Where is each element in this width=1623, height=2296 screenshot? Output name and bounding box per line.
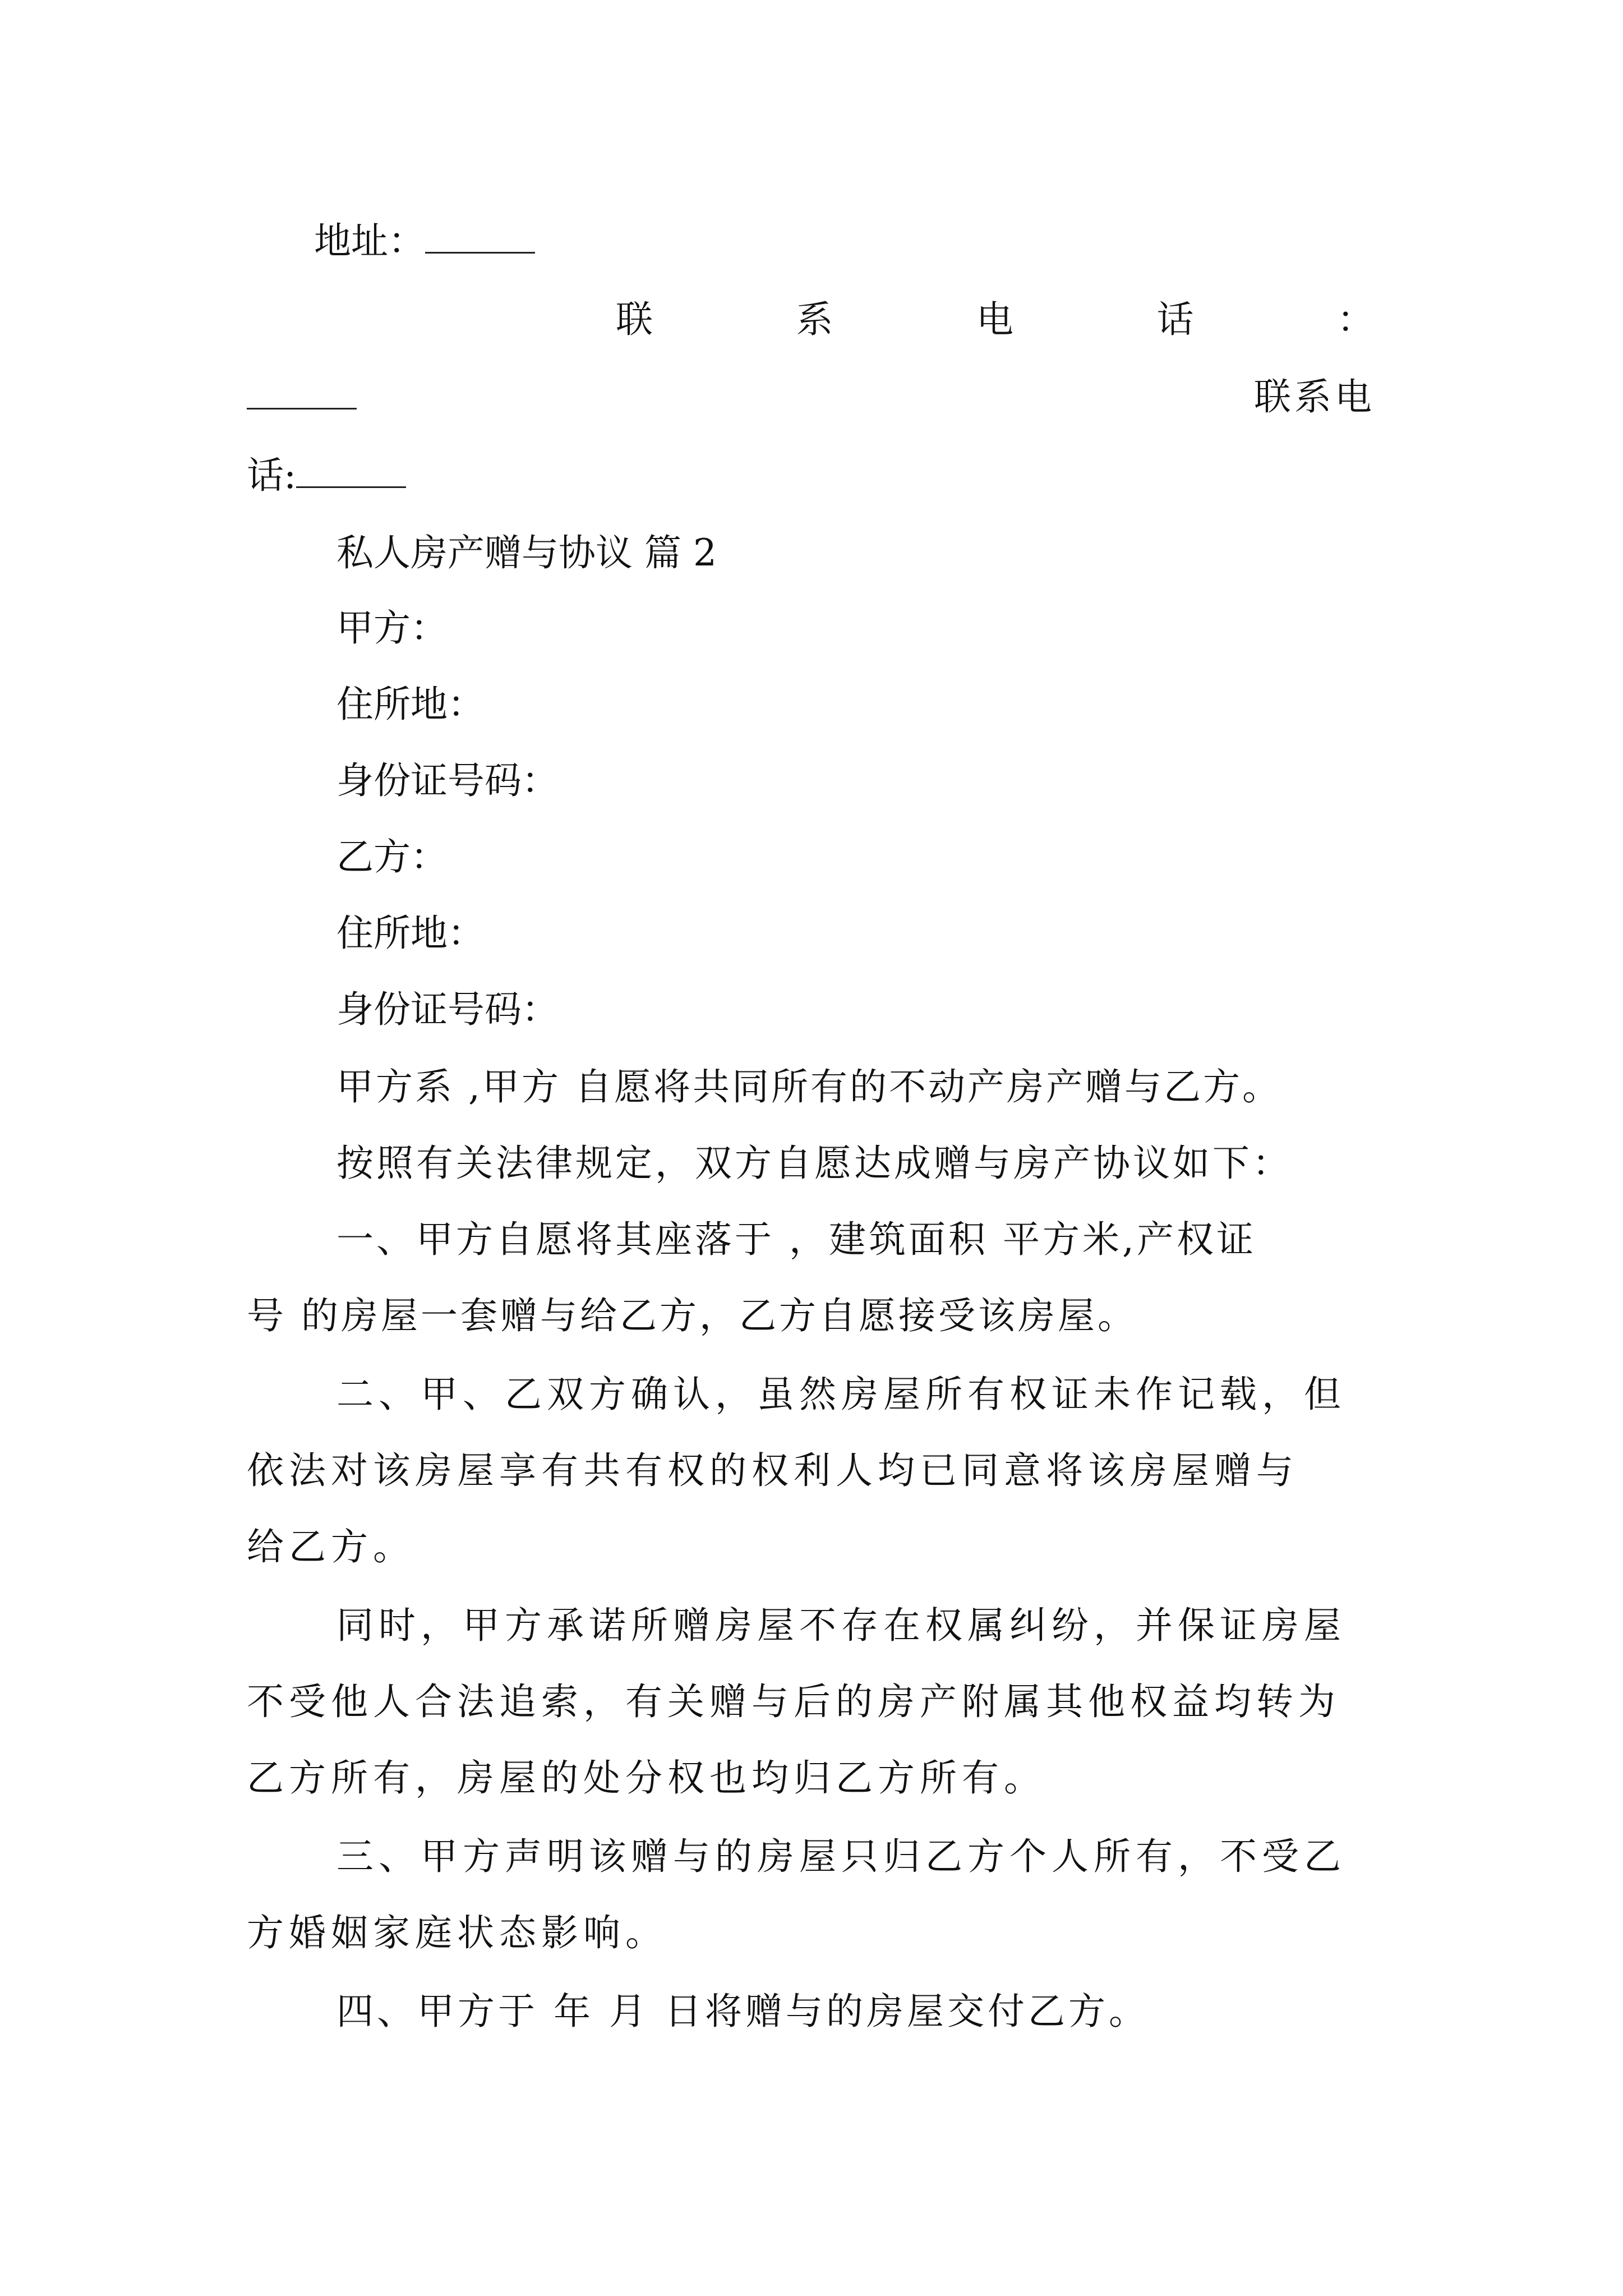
clause-2-text-3: 给乙方。 [247, 1525, 415, 1568]
phone-heading-char: 系 [796, 298, 833, 341]
clause-2b-text-1: 同时，甲方承诺所赠房屋不存在权属纠纷，并保证房屋 [336, 1604, 1346, 1647]
clause-2-line-1 [336, 1372, 1346, 1417]
party-a-id-line [336, 758, 559, 803]
party-b-residence-line [336, 911, 485, 956]
address-label: 地址： [314, 219, 425, 263]
phone-blank-2[interactable] [296, 454, 406, 488]
clause-3-text-1: 三、甲方声明该赠与的房屋只归乙方个人所有，不受乙 [336, 1835, 1346, 1878]
clause-3-line-1 [336, 1834, 1346, 1879]
statement-1-text: 甲方系 ,甲方 自愿将共同所有的不动产房产赠与乙方。 [336, 1065, 1281, 1108]
party-b-residence-label: 住所地： [336, 912, 485, 955]
clause-3-text-2: 方婚姻家庭状态影响。 [247, 1911, 667, 1954]
party-b-label: 乙方： [336, 835, 448, 878]
clause-1-line-1 [336, 1217, 1256, 1262]
article-title-text: 私人房产赠与协议 篇 2 [336, 531, 717, 574]
party-b-line [336, 835, 448, 880]
phone-heading-char: ： [1337, 298, 1374, 341]
phone-left-label: 话: [247, 454, 297, 497]
clause-2b-text-3: 乙方所有，房屋的处分权也均归乙方所有。 [247, 1756, 1046, 1800]
clause-4-text-1: 四、甲方于 年 月 日将赠与的房屋交付乙方。 [336, 1990, 1149, 2033]
clause-4-line-1 [336, 1989, 1149, 2034]
clause-1-text-2: 号 的房屋一套赠与给乙方，乙方自愿接受该房屋。 [247, 1294, 1137, 1337]
statement-2-text: 按照有关法律规定，双方自愿达成赠与房产协议如下： [336, 1142, 1292, 1185]
clause-2b-text-2: 不受他人合法追索，有关赠与后的房产附属其他权益均转为 [247, 1680, 1340, 1723]
phone-second-line [247, 453, 406, 498]
statement-2 [336, 1141, 1292, 1186]
clause-1-line-2 [247, 1294, 1137, 1338]
address-line [314, 219, 535, 264]
phone-heading-char: 电 [976, 298, 1013, 341]
clause-2-text-1: 二、甲、乙双方确认，虽然房屋所有权证未作记载，但 [336, 1373, 1346, 1416]
clause-1-text-1: 一、甲方自愿将其座落于 ，建筑面积 平方米,产权证 [336, 1218, 1256, 1261]
clause-2b-line-2 [247, 1680, 1340, 1724]
party-a-residence-label: 住所地： [336, 683, 485, 726]
party-a-line [336, 606, 448, 651]
party-b-id-line [336, 987, 559, 1032]
statement-1 [336, 1065, 1281, 1110]
phone-right-label: 联系电 [1254, 375, 1375, 418]
clause-2-text-2: 依法对该房屋享有共有权的权利人均已同意将该房屋赠与 [247, 1449, 1298, 1492]
phone-right-line [1254, 375, 1375, 420]
party-b-id-label: 身份证号码： [336, 988, 559, 1031]
party-a-id-label: 身份证号码： [336, 759, 559, 802]
phone-heading-char: 联 [616, 298, 653, 341]
party-a-residence-line [336, 682, 485, 727]
phone-blank[interactable] [247, 375, 357, 409]
clause-2-line-3 [247, 1525, 415, 1570]
clause-3-line-2 [247, 1911, 667, 1955]
clause-2b-line-1 [336, 1603, 1346, 1648]
party-a-label: 甲方： [336, 606, 448, 650]
clause-2-line-2 [247, 1448, 1298, 1493]
address-blank[interactable] [425, 219, 535, 254]
article-title [336, 531, 717, 576]
phone-blank-line [247, 375, 357, 420]
phone-heading-line [616, 297, 1374, 342]
phone-heading-char: 话 [1156, 298, 1194, 341]
clause-2b-line-3 [247, 1756, 1046, 1801]
